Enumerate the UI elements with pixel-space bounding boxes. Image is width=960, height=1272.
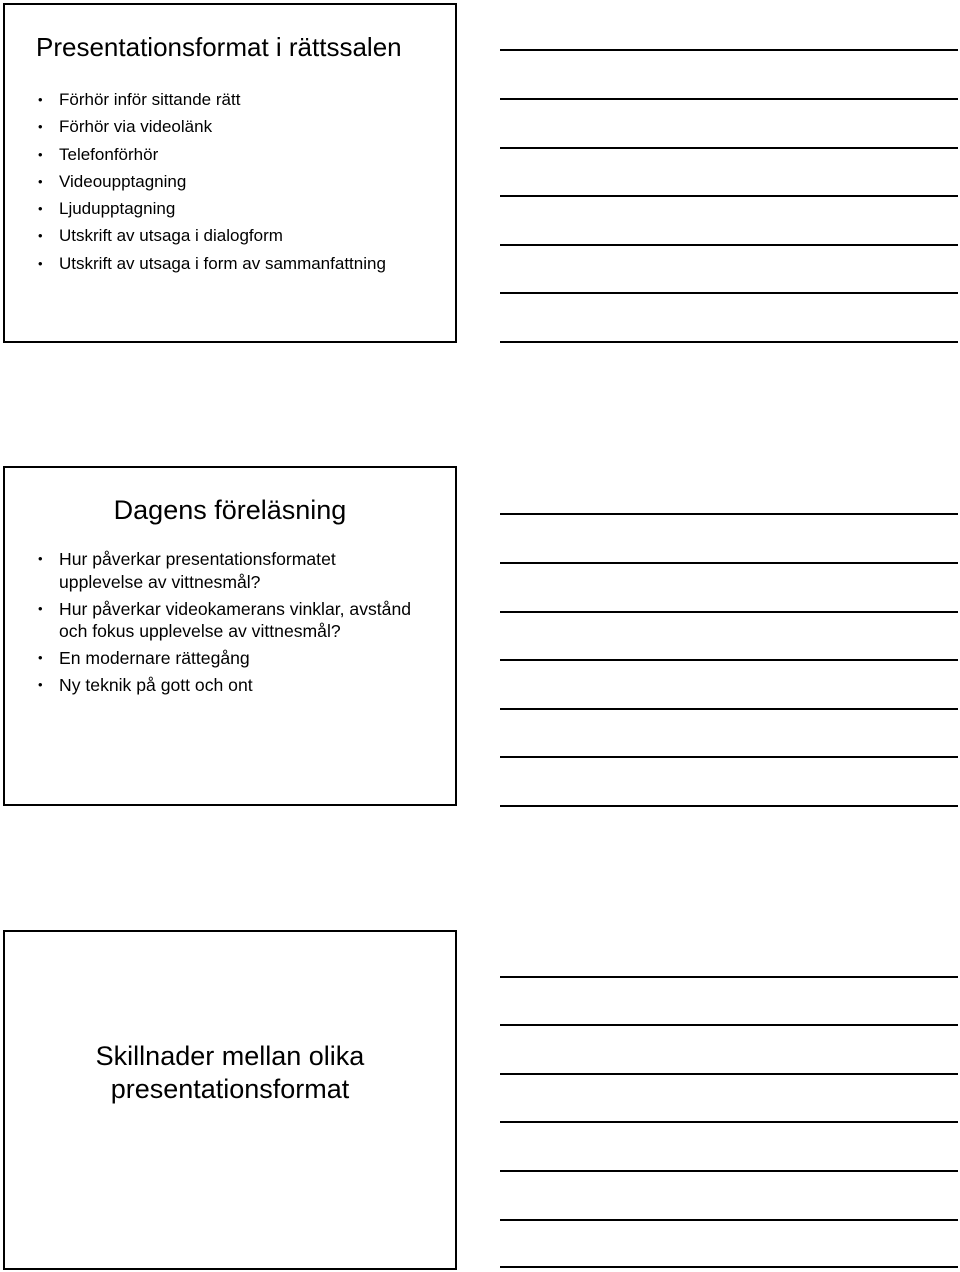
- slide-1: [3, 3, 457, 343]
- slide-1-bullet: • Telefonförhör: [38, 141, 448, 168]
- note-line: [500, 244, 958, 246]
- note-line: [500, 147, 958, 149]
- slide-1-title: Presentationsformat i rättssalen: [36, 32, 402, 62]
- slide-1-bullet: • Förhör inför sittande rätt: [38, 86, 448, 113]
- slide-1-bullet: • Förhör via videolänk: [38, 113, 448, 140]
- slide-2-title: Dagens föreläsning: [113, 495, 347, 525]
- slide-1-bullet: • Utskrift av utsaga i form av sammanfattning: [38, 250, 448, 277]
- slide-3-title: Skillnader mellan olika presentationsformat: [95, 1041, 365, 1104]
- note-line: [500, 1024, 958, 1026]
- note-line: [500, 611, 958, 613]
- note-line: [500, 1073, 958, 1075]
- note-line: [500, 49, 958, 51]
- slide-1-bullet: • Ljudupptagning: [38, 195, 448, 222]
- note-line: [500, 562, 958, 564]
- note-line: [500, 292, 958, 294]
- note-line: [500, 756, 958, 758]
- note-line: [500, 98, 958, 100]
- note-line: [500, 1266, 958, 1268]
- slide-2-bullet: • En modernare rättegång: [38, 647, 418, 670]
- note-line: [500, 1121, 958, 1123]
- slide-1-bullet-list: [38, 86, 448, 277]
- note-line: [500, 659, 958, 661]
- slide-2-bullet-list: [38, 548, 418, 701]
- slide-3: [3, 930, 457, 1270]
- slide-2-bullet: • Ny teknik på gott och ont: [38, 674, 418, 697]
- note-line: [500, 1219, 958, 1221]
- slide-2: [3, 466, 457, 806]
- note-line: [500, 976, 958, 978]
- slide-2-bullet: • Hur påverkar videokamerans vinklar, avstånd och fokus upplevelse av vittnesmål?: [38, 598, 418, 643]
- note-line: [500, 195, 958, 197]
- slide-1-bullet: • Videoupptagning: [38, 168, 448, 195]
- note-line: [500, 805, 958, 807]
- note-line: [500, 1170, 958, 1172]
- slide-2-bullet: • Hur påverkar presentationsformatet upplevelse av vittnesmål?: [38, 548, 418, 593]
- note-line: [500, 341, 958, 343]
- note-line: [500, 513, 958, 515]
- slide-1-bullet: • Utskrift av utsaga i dialogform: [38, 222, 448, 249]
- note-line: [500, 708, 958, 710]
